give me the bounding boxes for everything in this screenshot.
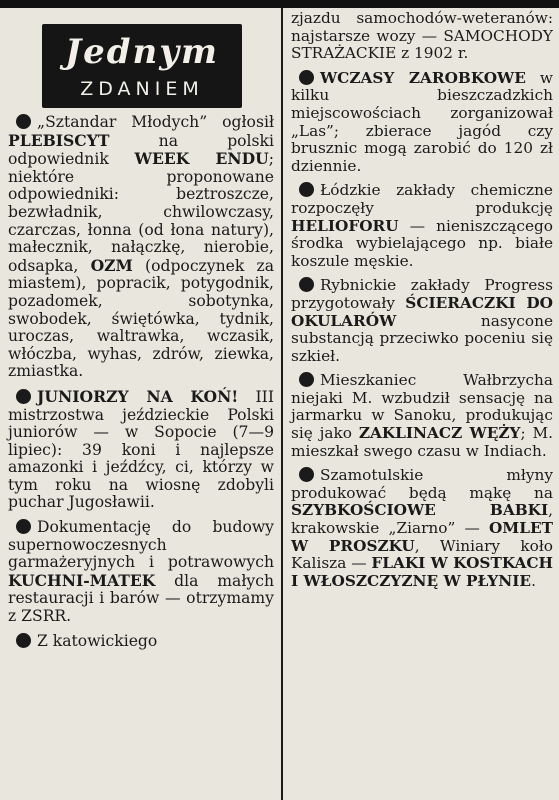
item-text: na polski odpowiednik — [8, 131, 274, 169]
item-text: III mistrzostwa jeździeckie Polski juniorów — w Sopocie (7—9 lipiec): 39 koni i najlepsze amazonki i jeźdźcy, ci, którzy w tym roku na wiosnę zdobyli puchar Jugosławii. — [8, 387, 274, 512]
bullet-icon — [299, 182, 314, 197]
column-divider — [281, 8, 283, 800]
item-text: w kilku bieszczadzkich miejscowościach zorganizował „Las”; zbierace jagód czy brusznic mogą zarobić do 120 zł dziennie. — [291, 68, 553, 175]
item-emphasis: PLEBISCYT — [8, 130, 110, 150]
item-emphasis: OMLET W PROSZKU — [291, 519, 553, 555]
item-emphasis: ZAKLINACZ WĘŻY — [358, 424, 521, 443]
item-emphasis: OZM — [90, 255, 133, 275]
left-column — [8, 10, 274, 657]
news-item — [8, 114, 274, 381]
news-item — [8, 519, 274, 626]
item-text: dla małych restauracji i barów — otrzymamy z ZSRR. — [8, 571, 274, 626]
news-item — [291, 467, 553, 590]
masthead-title: Jednym — [65, 32, 219, 72]
item-text: , krakowskie „Ziarno” — — [291, 501, 553, 538]
item-text: Dokumentację do budowy supernowoczesnych garmażeryjnych i potrawowych — [8, 518, 274, 572]
item-emphasis: WEEK ENDU — [134, 149, 269, 169]
item-text: Z katowickiego — [37, 631, 158, 650]
bullet-icon — [299, 467, 314, 482]
item-emphasis: KUCHNI-MATEK — [8, 570, 156, 590]
item-text: ; M. mieszkał swego czasu w Indiach. — [291, 424, 553, 460]
left-items — [8, 114, 274, 650]
item-emphasis: HELIOFORU — [291, 216, 399, 235]
bullet-icon — [299, 70, 314, 85]
item-emphasis: JUNIORZY NA KOŃ! — [37, 386, 239, 406]
item-emphasis: ŚCIERACZKI DO OKULARÓW — [291, 293, 554, 330]
bullet-icon — [299, 277, 314, 292]
bullet-icon — [16, 633, 31, 648]
item-text: nasycone substancją przeciwko poceniu się szkieł. — [291, 311, 553, 365]
bullet-icon — [16, 519, 31, 534]
bullet-icon — [16, 114, 31, 129]
item-text: — nieniszczącego środka wybielającego np. białe koszule męskie. — [291, 216, 553, 270]
item-text: Mieszkaniec Wałbrzycha niejaki M. wzbudził sensację na jarmarku w Sanoku, produkując się jako — [291, 371, 553, 443]
item-text: ; niektóre proponowane odpowiedniki: beztroszcze, bezwładnik, chwilowczasy, czarczas, łonna (od łona natury), małecznik, nałączkę, nierobie, odsapka, — [8, 150, 274, 275]
news-item — [291, 277, 553, 365]
news-item — [291, 372, 553, 460]
item-text: Szamotulskie młyny produkować będą mąkę na — [291, 466, 553, 502]
bullet-icon — [16, 389, 31, 404]
item-text: , Winiary koło Kalisza — — [291, 536, 553, 573]
bullet-icon — [299, 372, 314, 387]
news-item — [8, 388, 274, 512]
masthead — [42, 24, 242, 108]
right-items — [291, 70, 553, 591]
item-emphasis: FLAKI W KOSTKACH I WŁOSZCZYZNĘ W PŁYNIE — [291, 554, 553, 590]
item-text: „Sztandar Młodych” ogłosił — [37, 113, 274, 131]
item-text: (odpoczynek za miastem), popracik, potygodnik, pozadomek, sobotynka, swobodek, świętówka, tydnik, uroczas, waltrawka, wczasik, włóczba, wyhas, zdrów, ziewka, zmiastka. — [8, 256, 275, 381]
item-text: Łódzkie zakłady chemiczne rozpoczęły produkcję — [291, 181, 553, 217]
right-column — [291, 10, 553, 597]
item-emphasis: SZYBKOŚCIOWE BABKI — [291, 501, 549, 520]
continued-item: zjazdu samochodów-weteranów: najstarsze wozy — SAMOCHODY STRAŻACKIE z 1902 r. — [291, 9, 553, 63]
item-text: . — [531, 571, 536, 590]
item-text: Rybnickie zakłady Progress przygotowały — [291, 276, 553, 312]
item-emphasis: WCZASY ZAROBKOWE — [320, 68, 526, 87]
news-item — [8, 633, 274, 651]
news-item — [291, 70, 553, 176]
masthead-subtitle: ZDANIEM — [80, 78, 204, 100]
top-rule — [0, 0, 559, 8]
news-item — [291, 182, 553, 270]
